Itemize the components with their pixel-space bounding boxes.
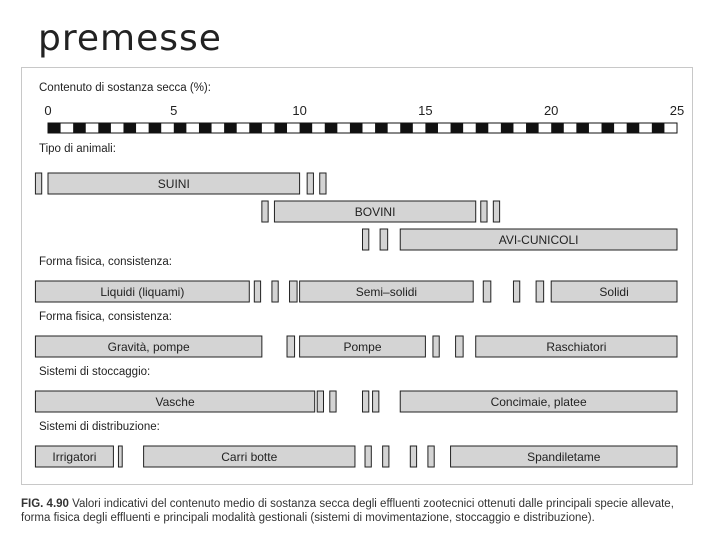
range-marker: [428, 446, 434, 467]
scale-segment: [274, 123, 287, 133]
scale-segment: [73, 123, 86, 133]
section-heading: Sistemi di stoccaggio:: [39, 366, 151, 378]
range-marker: [262, 201, 268, 222]
scale-segment: [576, 123, 589, 133]
axis-tick-label: 25: [669, 103, 685, 118]
range-marker: [290, 281, 298, 302]
range-marker: [373, 391, 379, 412]
figure-caption: [21, 497, 701, 525]
range-bar-label: BOVINI: [354, 205, 396, 219]
range-bar-label: SUINI: [157, 177, 190, 191]
range-marker: [307, 173, 313, 194]
scale-segment: [199, 123, 212, 133]
scale-segment: [451, 123, 464, 133]
scale-segment: [249, 123, 262, 133]
axis-tick-label: 10: [292, 103, 307, 118]
range-marker: [493, 201, 499, 222]
scale-segment: [123, 123, 136, 133]
range-marker: [330, 391, 336, 412]
range-marker: [433, 336, 439, 357]
range-bar-label: Pompe: [343, 340, 382, 354]
range-marker: [254, 281, 260, 302]
range-marker: [410, 446, 416, 467]
scale-segment: [149, 123, 162, 133]
range-bar-label: AVI-CUNICOLI: [498, 233, 579, 247]
range-marker: [483, 281, 491, 302]
section-heading: Forma fisica, consistenza:: [39, 311, 172, 323]
axis-tick-label: 5: [170, 103, 178, 118]
range-bar-label: Semi–solidi: [355, 285, 418, 299]
scale-segment: [501, 123, 514, 133]
scale-segment: [350, 123, 363, 133]
scale-segment: [400, 123, 413, 133]
scale-segment: [551, 123, 564, 133]
scale-segment: [375, 123, 388, 133]
range-marker: [513, 281, 519, 302]
section-heading: Forma fisica, consistenza:: [39, 256, 172, 268]
axis-tick-label: 0: [44, 103, 52, 118]
range-bar-label: Liquidi (liquami): [100, 285, 185, 299]
range-marker: [35, 173, 41, 194]
caption-text: Valori indicativi del contenuto medio di sostanza secca degli effluenti zootecnici ottenuti dalle principali specie allevate, forma fisica degli effluenti e principali modalità gestionali (sistemi di movimentazione, stoccaggio e distribuzione).: [21, 498, 674, 524]
range-marker: [287, 336, 295, 357]
axis-label: Contenuto di sostanza secca (%):: [39, 82, 211, 94]
scale-segment: [652, 123, 665, 133]
slide-title: premesse: [38, 18, 222, 59]
range-marker: [118, 446, 122, 467]
figure-panel: [21, 67, 693, 485]
range-marker: [363, 229, 369, 250]
scale-segment: [174, 123, 187, 133]
scale-segment: [476, 123, 489, 133]
range-bar-label: Spandiletame: [527, 450, 601, 464]
scale-segment: [602, 123, 615, 133]
range-marker: [456, 336, 464, 357]
range-marker: [481, 201, 487, 222]
range-marker: [365, 446, 371, 467]
range-bar-label: Gravità, pompe: [107, 340, 190, 354]
scale-segment: [48, 123, 61, 133]
section-heading: Tipo di animali:: [39, 143, 116, 155]
dry-matter-diagram: [22, 68, 692, 484]
range-bar-label: Irrigatori: [52, 450, 97, 464]
range-marker: [380, 229, 388, 250]
scale-segment: [98, 123, 111, 133]
range-marker: [363, 391, 369, 412]
scale-segment: [526, 123, 539, 133]
axis-tick-label: 15: [418, 103, 433, 118]
range-marker: [383, 446, 389, 467]
axis-tick-label: 20: [543, 103, 559, 118]
range-bar-label: Concimaie, platee: [490, 395, 587, 409]
scale-segment: [627, 123, 640, 133]
section-heading: Sistemi di distribuzione:: [39, 421, 160, 433]
scale-segment: [300, 123, 313, 133]
range-bar-label: Raschiatori: [546, 340, 607, 354]
caption-number: FIG. 4.90: [21, 498, 69, 510]
range-bar-label: Solidi: [599, 285, 629, 299]
range-marker: [320, 173, 326, 194]
range-marker: [317, 391, 323, 412]
range-marker: [536, 281, 544, 302]
range-bar-label: Vasche: [155, 395, 195, 409]
scale-segment: [425, 123, 438, 133]
scale-segment: [325, 123, 338, 133]
range-marker: [272, 281, 278, 302]
scale-segment: [224, 123, 237, 133]
range-bar-label: Carri botte: [221, 450, 278, 464]
